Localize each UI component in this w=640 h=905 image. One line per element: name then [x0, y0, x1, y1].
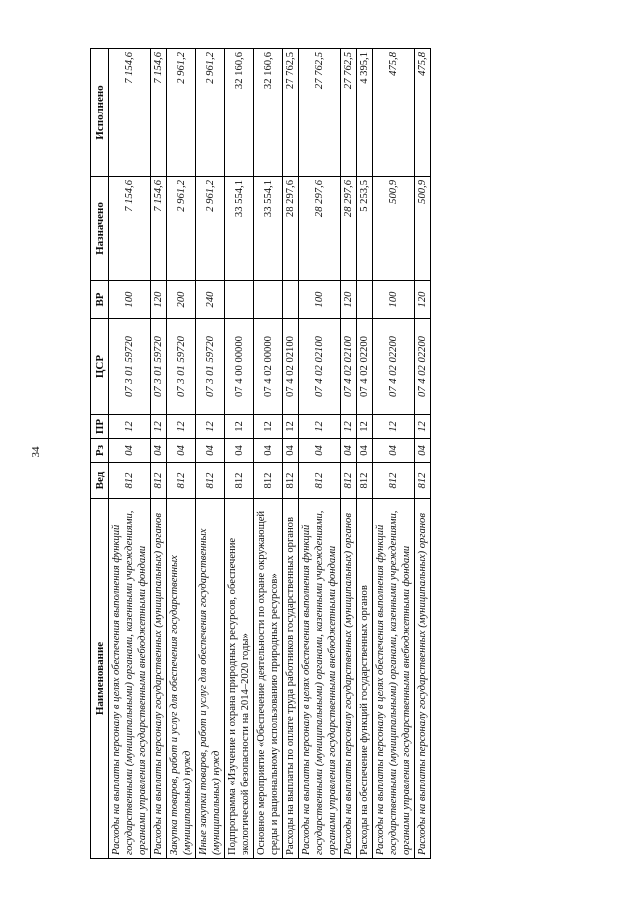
cell-name: Расходы на выплаты персоналу в целях обеспечения выполнения функций государственными (муниципальными) органами, казенными учреждениями, органами управления государственными внебюджетными фондами — [109, 499, 151, 859]
table-row — [341, 49, 357, 859]
header-assigned: Назначено — [91, 177, 109, 281]
table-row — [151, 49, 167, 859]
cell-pr: 12 — [151, 415, 167, 439]
table-row — [225, 49, 254, 859]
cell-vr — [254, 281, 283, 319]
cell-ved: 812 — [283, 463, 299, 499]
cell-pr: 12 — [283, 415, 299, 439]
cell-vr: 200 — [167, 281, 196, 319]
cell-executed: 32 160,6 — [254, 49, 283, 177]
cell-vr: 100 — [373, 281, 415, 319]
cell-name: Расходы на выплаты по оплате труда работников государственных органов — [283, 499, 299, 859]
header-executed: Исполнено — [91, 49, 109, 177]
cell-rz: 04 — [196, 439, 225, 463]
cell-name: Закупка товаров, работ и услуг для обеспечения государственных (муниципальных) нужд — [167, 499, 196, 859]
cell-ved: 812 — [225, 463, 254, 499]
cell-assigned: 33 554,1 — [225, 177, 254, 281]
cell-csr: 07 4 02 02100 — [283, 319, 299, 415]
header-name: Наименование — [91, 499, 109, 859]
cell-pr: 12 — [254, 415, 283, 439]
cell-name: Иные закупки товаров, работ и услуг для обеспечения государственных (муниципальных) нужд — [196, 499, 225, 859]
cell-pr: 12 — [167, 415, 196, 439]
page-number: 34 — [30, 446, 42, 458]
cell-vr — [357, 281, 373, 319]
cell-assigned: 28 297,6 — [283, 177, 299, 281]
cell-pr: 12 — [225, 415, 254, 439]
budget-table — [90, 48, 431, 859]
table-row — [357, 49, 373, 859]
cell-assigned: 2 961,2 — [196, 177, 225, 281]
cell-vr: 240 — [196, 281, 225, 319]
cell-vr: 120 — [341, 281, 357, 319]
table-body — [109, 49, 431, 859]
cell-name: Расходы на выплаты персоналу в целях обеспечения выполнения функций государственными (муниципальными) органами, казенными учреждениями, органами управления государственными внебюджетными фондами — [373, 499, 415, 859]
table-row — [254, 49, 283, 859]
cell-vr: 120 — [151, 281, 167, 319]
cell-pr: 12 — [196, 415, 225, 439]
cell-name: Расходы на выплаты персоналу в целях обеспечения выполнения функций государственными (муниципальными) органами, казенными учреждениями, органами управления государственными внебюджетными фондами — [299, 499, 341, 859]
cell-name: Основное мероприятие «Обеспечение деятельности по охране окружающей среды и рациональному использованию природных ресурсов» — [254, 499, 283, 859]
cell-rz: 04 — [283, 439, 299, 463]
cell-csr: 07 4 00 00000 — [225, 319, 254, 415]
cell-ved: 812 — [151, 463, 167, 499]
table-row — [283, 49, 299, 859]
cell-rz: 04 — [415, 439, 431, 463]
cell-rz: 04 — [357, 439, 373, 463]
table-row — [373, 49, 415, 859]
cell-assigned: 28 297,6 — [299, 177, 341, 281]
cell-assigned: 2 961,2 — [167, 177, 196, 281]
cell-executed: 475,8 — [415, 49, 431, 177]
cell-rz: 04 — [299, 439, 341, 463]
cell-name: Расходы на выплаты персоналу государственных (муниципальных) органов — [341, 499, 357, 859]
cell-executed: 27 762,5 — [283, 49, 299, 177]
header-vr: ВР — [91, 281, 109, 319]
cell-executed: 4 395,1 — [357, 49, 373, 177]
cell-executed: 7 154,6 — [151, 49, 167, 177]
cell-rz: 04 — [373, 439, 415, 463]
cell-ved: 812 — [299, 463, 341, 499]
cell-vr: 120 — [415, 281, 431, 319]
cell-csr: 07 4 02 00000 — [254, 319, 283, 415]
cell-pr: 12 — [341, 415, 357, 439]
cell-vr — [283, 281, 299, 319]
cell-csr: 07 4 02 02100 — [299, 319, 341, 415]
header-ved: Вед — [91, 463, 109, 499]
cell-pr: 12 — [373, 415, 415, 439]
table-row — [109, 49, 151, 859]
cell-name: Расходы на выплаты персоналу государственных (муниципальных) органов — [415, 499, 431, 859]
cell-csr: 07 4 02 02100 — [341, 319, 357, 415]
cell-csr: 07 3 01 59720 — [167, 319, 196, 415]
cell-rz: 04 — [254, 439, 283, 463]
cell-assigned: 7 154,6 — [151, 177, 167, 281]
table-row — [196, 49, 225, 859]
header-rz: Рз — [91, 439, 109, 463]
cell-csr: 07 3 01 59720 — [196, 319, 225, 415]
cell-pr: 12 — [299, 415, 341, 439]
cell-ved: 812 — [254, 463, 283, 499]
cell-rz: 04 — [151, 439, 167, 463]
cell-ved: 812 — [341, 463, 357, 499]
cell-assigned: 500,9 — [415, 177, 431, 281]
cell-csr: 07 3 01 59720 — [109, 319, 151, 415]
cell-ved: 812 — [357, 463, 373, 499]
table-row — [167, 49, 196, 859]
cell-name: Подпрограмма «Изучение и охрана природных ресурсов, обеспечение экологической безопасности на 2014–2020 годы» — [225, 499, 254, 859]
cell-executed: 475,8 — [373, 49, 415, 177]
cell-vr: 100 — [109, 281, 151, 319]
cell-assigned: 500,9 — [373, 177, 415, 281]
cell-name: Расходы на выплаты персоналу государственных (муниципальных) органов — [151, 499, 167, 859]
cell-pr: 12 — [415, 415, 431, 439]
cell-rz: 04 — [341, 439, 357, 463]
cell-executed: 27 762,5 — [299, 49, 341, 177]
cell-rz: 04 — [225, 439, 254, 463]
cell-name: Расходы на обеспечение функций государственных органов — [357, 499, 373, 859]
cell-pr: 12 — [357, 415, 373, 439]
cell-assigned: 33 554,1 — [254, 177, 283, 281]
cell-ved: 812 — [167, 463, 196, 499]
cell-rz: 04 — [109, 439, 151, 463]
cell-executed: 7 154,6 — [109, 49, 151, 177]
cell-vr — [225, 281, 254, 319]
table-row — [415, 49, 431, 859]
cell-ved: 812 — [196, 463, 225, 499]
cell-executed: 2 961,2 — [167, 49, 196, 177]
cell-csr: 07 4 02 02200 — [357, 319, 373, 415]
cell-executed: 27 762,5 — [341, 49, 357, 177]
cell-ved: 812 — [373, 463, 415, 499]
cell-vr: 100 — [299, 281, 341, 319]
table-header-row — [91, 49, 109, 859]
cell-assigned: 28 297,6 — [341, 177, 357, 281]
cell-assigned: 5 253,5 — [357, 177, 373, 281]
cell-ved: 812 — [109, 463, 151, 499]
cell-rz: 04 — [167, 439, 196, 463]
cell-csr: 07 4 02 02200 — [415, 319, 431, 415]
table-row — [299, 49, 341, 859]
cell-executed: 2 961,2 — [196, 49, 225, 177]
budget-table-container — [90, 49, 550, 859]
cell-csr: 07 3 01 59720 — [151, 319, 167, 415]
cell-pr: 12 — [109, 415, 151, 439]
header-pr: ПР — [91, 415, 109, 439]
cell-executed: 32 160,6 — [225, 49, 254, 177]
cell-csr: 07 4 02 02200 — [373, 319, 415, 415]
cell-ved: 812 — [415, 463, 431, 499]
cell-assigned: 7 154,6 — [109, 177, 151, 281]
header-csr: ЦСР — [91, 319, 109, 415]
